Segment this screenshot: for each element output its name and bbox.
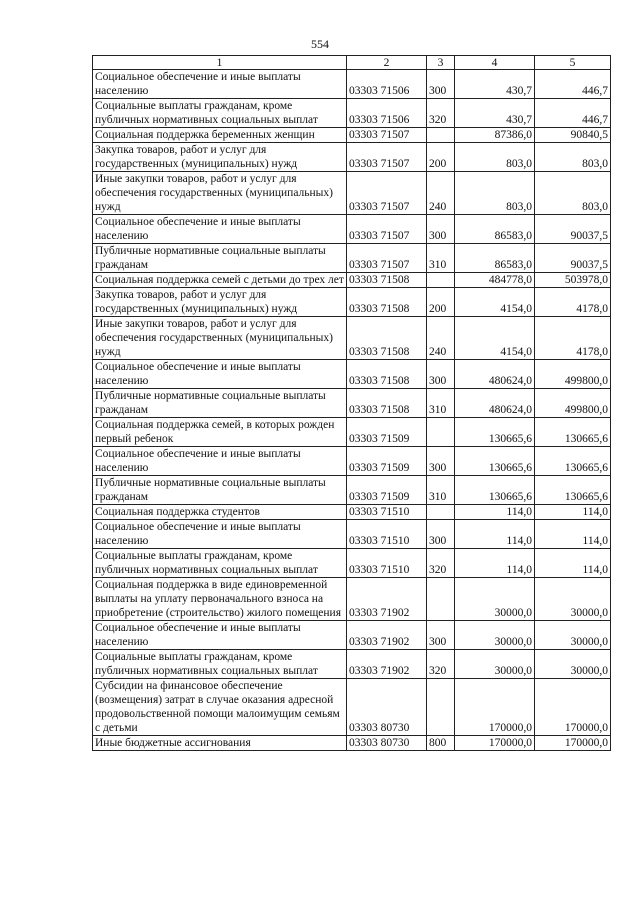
- row-value-col4-cell: 130665,6: [455, 447, 535, 476]
- row-value-col4-cell: 114,0: [455, 520, 535, 549]
- row-value-col4-cell: 170000,0: [455, 679, 535, 736]
- row-value-col4-cell: 484778,0: [455, 273, 535, 288]
- row-value-col5-cell: 446,7: [535, 99, 611, 128]
- row-value-col4-cell: 86583,0: [455, 244, 535, 273]
- table-row: [93, 578, 611, 621]
- page-number: 554: [311, 37, 329, 51]
- row-value-col4-cell: 4154,0: [455, 317, 535, 360]
- table-row: [93, 389, 611, 418]
- row-name-cell: Социальная поддержка семей, в которых рожден первый ребенок: [93, 418, 347, 447]
- row-value-col4-cell: 430,7: [455, 70, 535, 99]
- row-value-col4-cell: 803,0: [455, 143, 535, 172]
- row-name-cell: Социальная поддержка беременных женщин: [93, 128, 347, 143]
- header-col-4: 4: [455, 56, 535, 70]
- row-value-col4-cell: 130665,6: [455, 418, 535, 447]
- row-value-col5-cell: 170000,0: [535, 679, 611, 736]
- row-kvr-cell: 300: [427, 215, 455, 244]
- row-code-cell: 03303 71507: [347, 244, 427, 273]
- row-value-col5-cell: 499800,0: [535, 389, 611, 418]
- row-value-col4-cell: 114,0: [455, 549, 535, 578]
- row-value-col5-cell: 130665,6: [535, 476, 611, 505]
- row-code-cell: 03303 71508: [347, 389, 427, 418]
- row-kvr-cell: 310: [427, 389, 455, 418]
- row-value-col4-cell: 4154,0: [455, 288, 535, 317]
- table-row: [93, 549, 611, 578]
- row-value-col5-cell: 114,0: [535, 505, 611, 520]
- row-name-cell: Иные закупки товаров, работ и услуг для обеспечения государственных (муниципальных) нужд: [93, 172, 347, 215]
- row-code-cell: 03303 71902: [347, 578, 427, 621]
- row-kvr-cell: [427, 578, 455, 621]
- header-col-2: 2: [347, 56, 427, 70]
- row-value-col5-cell: 114,0: [535, 520, 611, 549]
- table-row: [93, 520, 611, 549]
- table-row: [93, 70, 611, 99]
- row-code-cell: 03303 71510: [347, 505, 427, 520]
- row-value-col5-cell: 30000,0: [535, 578, 611, 621]
- row-value-col4-cell: 130665,6: [455, 476, 535, 505]
- row-kvr-cell: 300: [427, 621, 455, 650]
- row-name-cell: Социальные выплаты гражданам, кроме публичных нормативных социальных выплат: [93, 549, 347, 578]
- row-value-col4-cell: 480624,0: [455, 360, 535, 389]
- row-name-cell: Социальные выплаты гражданам, кроме публичных нормативных социальных выплат: [93, 99, 347, 128]
- row-name-cell: Иные бюджетные ассигнования: [93, 736, 347, 751]
- row-value-col5-cell: 4178,0: [535, 317, 611, 360]
- row-code-cell: 03303 80730: [347, 679, 427, 736]
- row-code-cell: 03303 71508: [347, 273, 427, 288]
- row-value-col5-cell: 503978,0: [535, 273, 611, 288]
- row-code-cell: 03303 71508: [347, 288, 427, 317]
- row-value-col4-cell: 803,0: [455, 172, 535, 215]
- row-kvr-cell: 240: [427, 172, 455, 215]
- row-name-cell: Социальная поддержка семей с детьми до трех лет: [93, 273, 347, 288]
- row-value-col5-cell: 803,0: [535, 143, 611, 172]
- row-value-col5-cell: 90840,5: [535, 128, 611, 143]
- row-value-col4-cell: 30000,0: [455, 650, 535, 679]
- row-value-col4-cell: 30000,0: [455, 621, 535, 650]
- row-value-col4-cell: 170000,0: [455, 736, 535, 751]
- row-code-cell: 03303 71506: [347, 70, 427, 99]
- row-value-col5-cell: 30000,0: [535, 621, 611, 650]
- row-code-cell: 03303 71508: [347, 317, 427, 360]
- row-kvr-cell: 800: [427, 736, 455, 751]
- row-value-col4-cell: 30000,0: [455, 578, 535, 621]
- row-name-cell: Социальные выплаты гражданам, кроме публичных нормативных социальных выплат: [93, 650, 347, 679]
- row-code-cell: 03303 71510: [347, 549, 427, 578]
- row-name-cell: Социальная поддержка студентов: [93, 505, 347, 520]
- table-row: [93, 650, 611, 679]
- row-name-cell: Субсидии на финансовое обеспечение (возмещения) затрат в случае оказания адресной продовольственной помощи малоимущим семьям с детьми: [93, 679, 347, 736]
- row-code-cell: 03303 71507: [347, 215, 427, 244]
- row-code-cell: 03303 71509: [347, 476, 427, 505]
- table-row: [93, 143, 611, 172]
- row-name-cell: Закупка товаров, работ и услуг для государственных (муниципальных) нужд: [93, 143, 347, 172]
- budget-table-body: [93, 56, 611, 751]
- row-value-col5-cell: 30000,0: [535, 650, 611, 679]
- row-kvr-cell: 300: [427, 70, 455, 99]
- row-kvr-cell: 300: [427, 520, 455, 549]
- row-kvr-cell: 320: [427, 99, 455, 128]
- row-value-col5-cell: 446,7: [535, 70, 611, 99]
- table-row: [93, 736, 611, 751]
- table-header-row: [93, 56, 611, 70]
- row-kvr-cell: [427, 679, 455, 736]
- table-row: [93, 99, 611, 128]
- table-row: [93, 447, 611, 476]
- row-kvr-cell: 200: [427, 288, 455, 317]
- table-row: [93, 288, 611, 317]
- header-col-5: 5: [535, 56, 611, 70]
- row-value-col4-cell: 430,7: [455, 99, 535, 128]
- table-row: [93, 418, 611, 447]
- row-name-cell: Публичные нормативные социальные выплаты гражданам: [93, 389, 347, 418]
- row-value-col4-cell: 480624,0: [455, 389, 535, 418]
- row-value-col5-cell: 170000,0: [535, 736, 611, 751]
- row-code-cell: 03303 71507: [347, 143, 427, 172]
- row-kvr-cell: [427, 505, 455, 520]
- row-name-cell: Социальное обеспечение и иные выплаты населению: [93, 70, 347, 99]
- row-name-cell: Социальное обеспечение и иные выплаты населению: [93, 447, 347, 476]
- row-value-col5-cell: 499800,0: [535, 360, 611, 389]
- row-name-cell: Публичные нормативные социальные выплаты гражданам: [93, 476, 347, 505]
- row-name-cell: Социальная поддержка в виде единовременной выплаты на уплату первоначального взноса на приобретение (строительство) жилого помещения: [93, 578, 347, 621]
- row-code-cell: 03303 71509: [347, 418, 427, 447]
- row-value-col4-cell: 87386,0: [455, 128, 535, 143]
- row-code-cell: 03303 71507: [347, 172, 427, 215]
- row-kvr-cell: 320: [427, 650, 455, 679]
- row-kvr-cell: 310: [427, 476, 455, 505]
- budget-table: [92, 55, 611, 751]
- row-code-cell: 03303 71902: [347, 650, 427, 679]
- table-row: [93, 244, 611, 273]
- row-value-col5-cell: 130665,6: [535, 418, 611, 447]
- header-col-1: 1: [93, 56, 347, 70]
- row-code-cell: 03303 71510: [347, 520, 427, 549]
- row-kvr-cell: [427, 418, 455, 447]
- row-name-cell: Социальное обеспечение и иные выплаты населению: [93, 621, 347, 650]
- row-code-cell: 03303 80730: [347, 736, 427, 751]
- table-row: [93, 679, 611, 736]
- row-code-cell: 03303 71509: [347, 447, 427, 476]
- table-row: [93, 317, 611, 360]
- table-row: [93, 505, 611, 520]
- table-row: [93, 621, 611, 650]
- row-kvr-cell: 300: [427, 447, 455, 476]
- row-name-cell: Социальное обеспечение и иные выплаты населению: [93, 215, 347, 244]
- row-name-cell: Публичные нормативные социальные выплаты гражданам: [93, 244, 347, 273]
- row-value-col5-cell: 114,0: [535, 549, 611, 578]
- row-code-cell: 03303 71506: [347, 99, 427, 128]
- row-value-col5-cell: 803,0: [535, 172, 611, 215]
- row-value-col5-cell: 4178,0: [535, 288, 611, 317]
- row-kvr-cell: [427, 273, 455, 288]
- row-value-col4-cell: 114,0: [455, 505, 535, 520]
- row-code-cell: 03303 71507: [347, 128, 427, 143]
- table-row: [93, 360, 611, 389]
- header-col-3: 3: [427, 56, 455, 70]
- row-value-col4-cell: 86583,0: [455, 215, 535, 244]
- row-value-col5-cell: 130665,6: [535, 447, 611, 476]
- row-kvr-cell: [427, 128, 455, 143]
- row-kvr-cell: 320: [427, 549, 455, 578]
- table-row: [93, 215, 611, 244]
- table-row: [93, 128, 611, 143]
- table-row: [93, 273, 611, 288]
- row-code-cell: 03303 71508: [347, 360, 427, 389]
- row-name-cell: Иные закупки товаров, работ и услуг для обеспечения государственных (муниципальных) нужд: [93, 317, 347, 360]
- row-value-col5-cell: 90037,5: [535, 244, 611, 273]
- row-value-col5-cell: 90037,5: [535, 215, 611, 244]
- row-kvr-cell: 240: [427, 317, 455, 360]
- row-kvr-cell: 310: [427, 244, 455, 273]
- row-name-cell: Социальное обеспечение и иные выплаты населению: [93, 360, 347, 389]
- table-row: [93, 172, 611, 215]
- table-row: [93, 476, 611, 505]
- row-kvr-cell: 200: [427, 143, 455, 172]
- row-name-cell: Социальное обеспечение и иные выплаты населению: [93, 520, 347, 549]
- row-code-cell: 03303 71902: [347, 621, 427, 650]
- row-name-cell: Закупка товаров, работ и услуг для государственных (муниципальных) нужд: [93, 288, 347, 317]
- row-kvr-cell: 300: [427, 360, 455, 389]
